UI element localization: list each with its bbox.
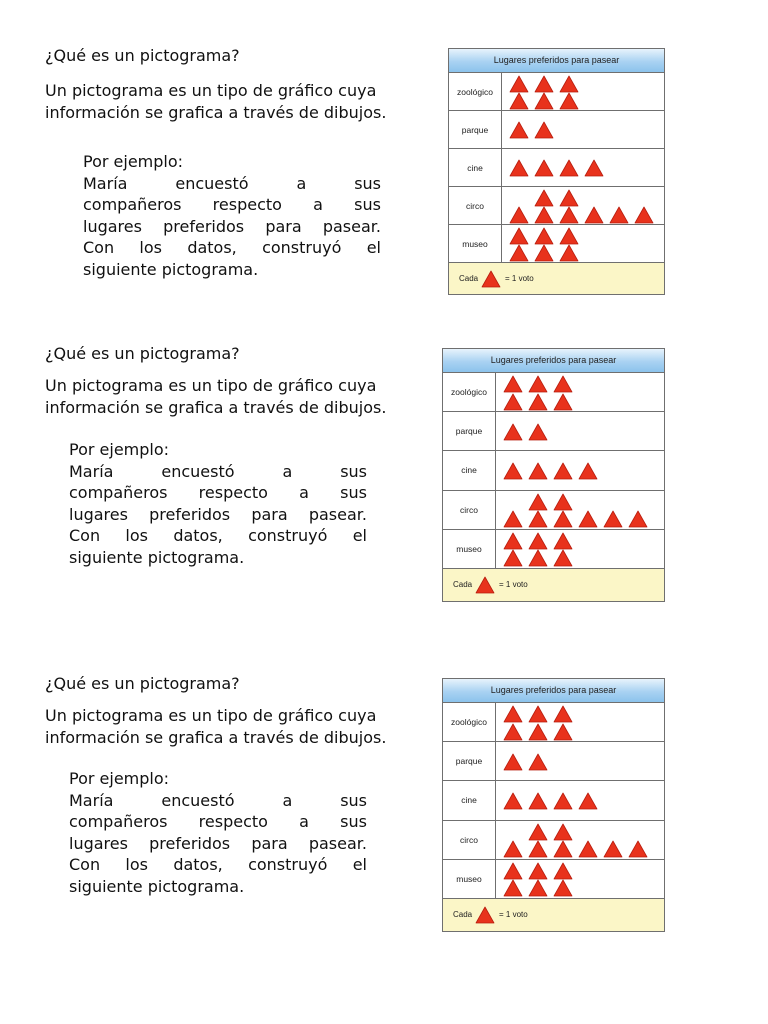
legend-triangle-icon	[475, 576, 495, 594]
vote-icon	[509, 121, 529, 139]
word: compañeros	[69, 812, 168, 831]
legend-text: = 1 voto	[505, 273, 534, 283]
vote-icon	[528, 753, 548, 771]
vote-icon	[534, 227, 554, 245]
category-row	[443, 703, 664, 742]
definition-text	[45, 375, 386, 419]
category-row	[443, 530, 664, 569]
word: para	[251, 833, 288, 853]
legend-triangle-icon	[481, 270, 501, 288]
word: encuestó	[161, 461, 235, 481]
vote-icon	[553, 532, 573, 550]
question-heading: ¿Qué es un pictograma?	[45, 46, 240, 65]
vote-icon	[528, 823, 548, 841]
vote-icon	[534, 159, 554, 177]
word: María	[69, 461, 114, 481]
word: los	[125, 855, 148, 874]
word: a	[299, 483, 309, 502]
word: encuestó	[175, 173, 249, 193]
word: respecto	[198, 483, 268, 502]
vote-icon	[559, 75, 579, 93]
vote-icon	[503, 510, 523, 528]
word: para	[265, 216, 302, 236]
pictogram-chart	[448, 48, 665, 295]
example-line	[69, 525, 367, 547]
example-line	[83, 237, 381, 259]
vote-icon	[553, 792, 573, 810]
word: construyó	[248, 526, 328, 545]
vote-icon	[503, 723, 523, 741]
vote-icon	[528, 532, 548, 550]
vote-icon	[609, 206, 629, 224]
vote-icon	[553, 879, 573, 897]
word: sus	[354, 195, 381, 214]
vote-icon	[559, 244, 579, 262]
vote-icon	[503, 792, 523, 810]
category-row	[449, 111, 664, 149]
word: lugares	[69, 504, 128, 524]
word: construyó	[262, 238, 342, 257]
vote-icon	[584, 159, 604, 177]
word: preferidos	[149, 833, 231, 853]
category-label: zoológico	[443, 703, 496, 741]
vote-icon	[559, 227, 579, 245]
example-line	[69, 811, 367, 833]
example-intro: Por ejemplo:	[69, 769, 170, 788]
category-label: cine	[443, 451, 496, 489]
legend-prefix: Cada	[453, 580, 473, 589]
example-line	[83, 194, 381, 216]
word: sus	[354, 173, 381, 193]
word: a	[282, 790, 293, 810]
vote-icon	[509, 227, 529, 245]
vote-icon	[509, 206, 529, 224]
category-label: museo	[443, 860, 496, 898]
chart-title: Lugares preferidos para pasear	[443, 349, 664, 373]
definition-text	[45, 705, 386, 749]
word: construyó	[248, 855, 328, 874]
vote-icon	[509, 92, 529, 110]
category-row	[443, 451, 664, 490]
word: compañeros	[69, 483, 168, 502]
vote-icon	[528, 375, 548, 393]
legend-prefix: Cada	[459, 273, 479, 283]
pictogram-chart	[442, 678, 665, 932]
vote-icon	[553, 705, 573, 723]
vote-icon	[503, 705, 523, 723]
vote-icon	[578, 840, 598, 858]
example-line	[69, 482, 367, 504]
word: María	[83, 173, 128, 193]
vote-icon	[503, 375, 523, 393]
word: preferidos	[149, 504, 231, 524]
example-line	[69, 504, 367, 526]
vote-icon	[559, 159, 579, 177]
example-line	[69, 461, 367, 483]
word: respecto	[198, 812, 268, 831]
definition-line: información se grafica a través de dibujos.	[45, 728, 387, 747]
legend-text: = 1 voto	[499, 910, 528, 919]
vote-icon	[534, 206, 554, 224]
category-label: parque	[449, 111, 502, 148]
vote-icon	[603, 840, 623, 858]
example-paragraph	[69, 768, 367, 897]
vote-icon	[503, 393, 523, 411]
word: preferidos	[163, 216, 245, 236]
vote-icon	[528, 462, 548, 480]
vote-icon	[553, 823, 573, 841]
chart-legend	[443, 899, 664, 931]
word: sus	[340, 812, 367, 831]
vote-icon	[509, 75, 529, 93]
category-label: parque	[443, 742, 496, 780]
category-label: cine	[449, 149, 502, 186]
example-line	[69, 790, 367, 812]
vote-icon	[534, 92, 554, 110]
vote-icon	[509, 244, 529, 262]
vote-icon	[528, 705, 548, 723]
word: sus	[340, 461, 367, 481]
chart-legend	[443, 569, 664, 601]
vote-icon	[559, 92, 579, 110]
vote-icon	[509, 159, 529, 177]
vote-icon	[528, 862, 548, 880]
vote-icon	[578, 792, 598, 810]
vote-icon	[553, 510, 573, 528]
word: Con	[83, 238, 115, 257]
category-label: museo	[449, 225, 502, 262]
vote-icon	[503, 753, 523, 771]
question-heading: ¿Qué es un pictograma?	[45, 674, 240, 693]
category-row	[443, 781, 664, 820]
word: lugares	[83, 216, 142, 236]
vote-icon	[584, 206, 604, 224]
word: pasear.	[308, 833, 367, 853]
vote-icon	[603, 510, 623, 528]
word: datos,	[187, 238, 237, 257]
category-row	[443, 742, 664, 781]
chart-title: Lugares preferidos para pasear	[443, 679, 664, 703]
chart-title: Lugares preferidos para pasear	[449, 49, 664, 73]
vote-icon	[553, 393, 573, 411]
vote-icon	[503, 423, 523, 441]
word: encuestó	[161, 790, 235, 810]
example-line	[69, 854, 367, 876]
example-paragraph	[69, 439, 367, 568]
vote-icon	[528, 423, 548, 441]
category-label: cine	[443, 781, 496, 819]
vote-icon	[578, 510, 598, 528]
vote-icon	[534, 121, 554, 139]
category-label: zoológico	[443, 373, 496, 411]
definition-line: Un pictograma es un tipo de gráfico cuya	[45, 81, 377, 100]
word: María	[69, 790, 114, 810]
vote-icon	[528, 792, 548, 810]
vote-icon	[503, 532, 523, 550]
vote-icon	[503, 549, 523, 567]
example-last-line: siguiente pictograma.	[69, 876, 245, 896]
vote-icon	[553, 375, 573, 393]
category-label: parque	[443, 412, 496, 450]
example-last-line: siguiente pictograma.	[69, 547, 245, 567]
category-row	[449, 225, 664, 263]
vote-icon	[553, 723, 573, 741]
word: pasear.	[308, 504, 367, 524]
category-label: museo	[443, 530, 496, 568]
vote-icon	[503, 840, 523, 858]
vote-icon	[528, 723, 548, 741]
vote-icon	[559, 189, 579, 207]
example-intro: Por ejemplo:	[83, 152, 184, 171]
vote-icon	[559, 206, 579, 224]
word: respecto	[212, 195, 282, 214]
vote-icon	[528, 879, 548, 897]
category-row	[449, 149, 664, 187]
vote-icon	[553, 549, 573, 567]
legend-triangle-icon	[475, 906, 495, 924]
category-label: circo	[443, 491, 496, 529]
vote-icon	[528, 510, 548, 528]
vote-icon	[534, 75, 554, 93]
legend-text: = 1 voto	[499, 580, 528, 589]
vote-icon	[578, 462, 598, 480]
category-row	[443, 412, 664, 451]
vote-icon	[534, 189, 554, 207]
example-paragraph	[83, 151, 381, 280]
definition-line: Un pictograma es un tipo de gráfico cuya	[45, 706, 377, 725]
category-row	[443, 373, 664, 412]
word: el	[352, 855, 367, 874]
definition-line: información se grafica a través de dibujos.	[45, 398, 387, 417]
word: Con	[69, 855, 101, 874]
vote-icon	[628, 510, 648, 528]
pictogram-chart	[442, 348, 665, 602]
category-row	[443, 491, 664, 530]
word: datos,	[173, 855, 223, 874]
definition-line: Un pictograma es un tipo de gráfico cuya	[45, 376, 377, 395]
category-label: circo	[449, 187, 502, 224]
word: pasear.	[322, 216, 381, 236]
vote-icon	[528, 549, 548, 567]
word: lugares	[69, 833, 128, 853]
definition-text	[45, 80, 386, 124]
word: a	[313, 195, 323, 214]
word: el	[352, 526, 367, 545]
word: los	[125, 526, 148, 545]
category-row	[443, 821, 664, 860]
category-row	[449, 73, 664, 111]
word: para	[251, 504, 288, 524]
word: a	[299, 812, 309, 831]
example-last-line: siguiente pictograma.	[83, 259, 259, 279]
word: los	[139, 238, 162, 257]
vote-icon	[528, 493, 548, 511]
vote-icon	[553, 462, 573, 480]
vote-icon	[503, 862, 523, 880]
word: datos,	[173, 526, 223, 545]
category-row	[449, 187, 664, 225]
word: compañeros	[83, 195, 182, 214]
word: Con	[69, 526, 101, 545]
word: sus	[340, 790, 367, 810]
word: el	[366, 238, 381, 257]
vote-icon	[503, 879, 523, 897]
vote-icon	[553, 862, 573, 880]
word: a	[282, 461, 293, 481]
vote-icon	[528, 393, 548, 411]
vote-icon	[553, 840, 573, 858]
category-label: zoológico	[449, 73, 502, 110]
example-line	[83, 173, 381, 195]
category-row	[443, 860, 664, 899]
legend-prefix: Cada	[453, 910, 473, 919]
example-intro: Por ejemplo:	[69, 440, 170, 459]
example-line	[69, 833, 367, 855]
definition-line: información se grafica a través de dibujos.	[45, 103, 387, 122]
vote-icon	[628, 840, 648, 858]
vote-icon	[534, 244, 554, 262]
vote-icon	[553, 493, 573, 511]
example-line	[83, 216, 381, 238]
vote-icon	[503, 462, 523, 480]
vote-icon	[528, 840, 548, 858]
category-label: circo	[443, 821, 496, 859]
word: sus	[340, 483, 367, 502]
question-heading: ¿Qué es un pictograma?	[45, 344, 240, 363]
word: a	[296, 173, 307, 193]
vote-icon	[634, 206, 654, 224]
chart-legend	[449, 263, 664, 294]
